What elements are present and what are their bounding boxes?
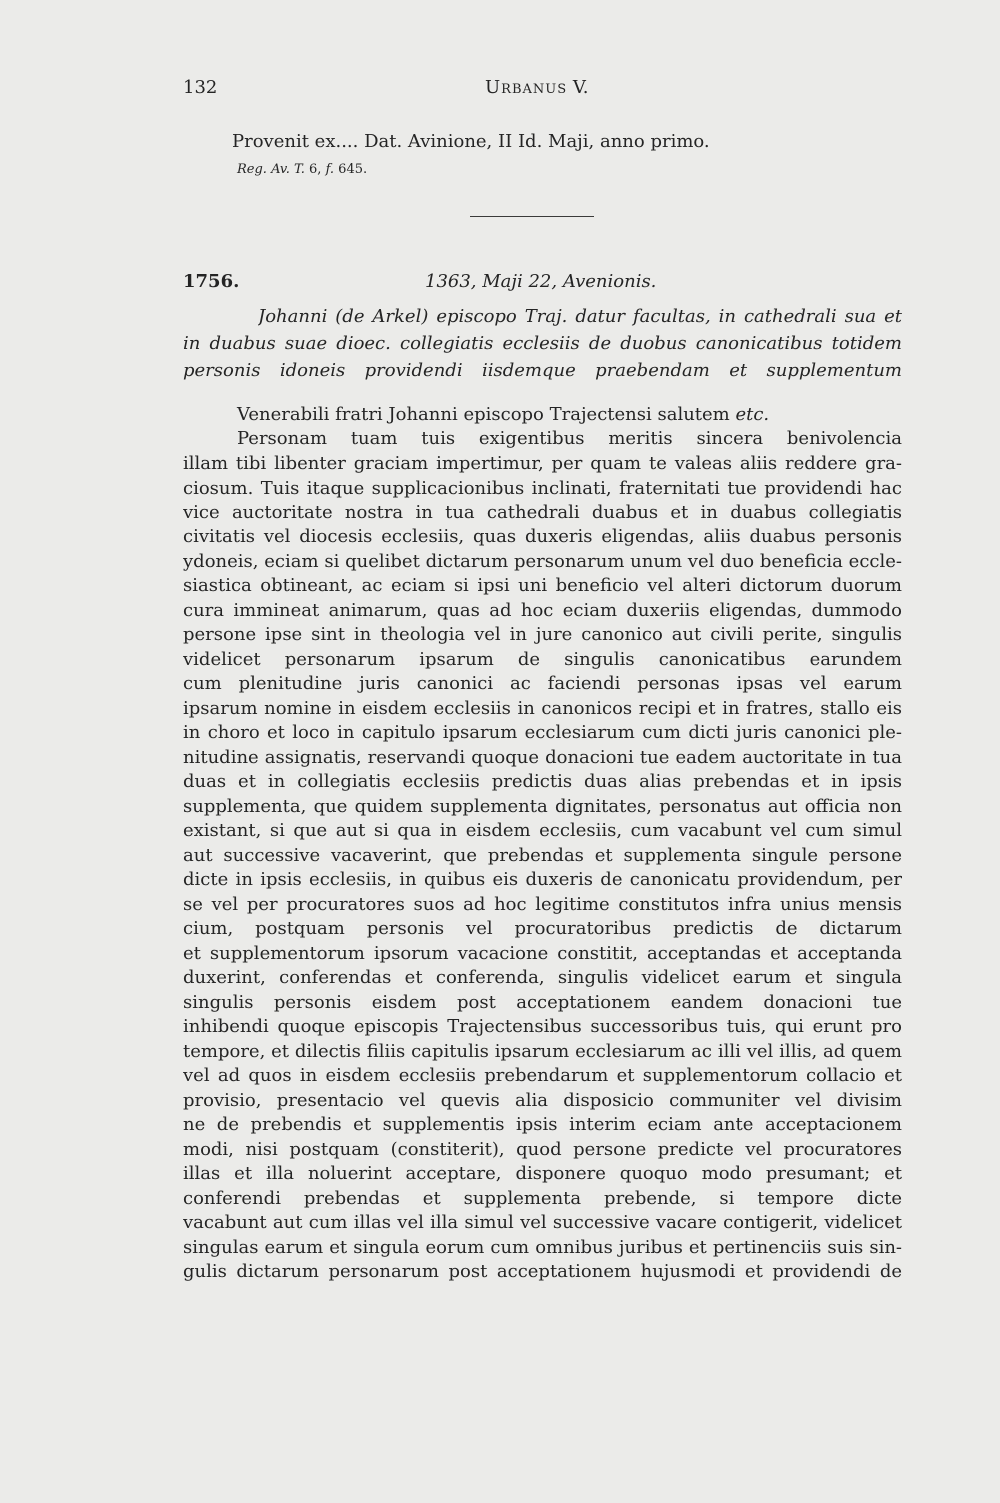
body-line: vacabunt aut cum illas vel illa simul vel successive vacare contigerit, videlicet (183, 1212, 902, 1233)
register-ref-f: f. (325, 162, 335, 177)
body-line: inhibendi quoque episcopis Trajectensibus successoribus tuis, qui erunt pro (183, 1016, 902, 1037)
running-title (485, 76, 588, 102)
summary-line: in duabus suae dioec. collegiatis ecclesiis de duobus canonicatibus totidem (183, 333, 902, 354)
separator-rule (470, 216, 594, 217)
body-line: cium, postquam personis vel procuratoribus predictis de dictarum (183, 918, 902, 939)
register-ref-end: 645. (334, 162, 368, 177)
body-line: aut successive vacaverint, que prebendas et supplementa singule persone (183, 845, 902, 866)
salutation (237, 403, 769, 427)
page-number: 132 (183, 77, 218, 98)
body-line: provisio, presentacio vel quevis alia disposicio communiter vel divisim (183, 1090, 902, 1111)
body-line: singulis personis eisdem post acceptationem eandem donacioni tue (183, 992, 902, 1013)
body-line: illam tibi libenter graciam impertimur, per quam te valeas aliis reddere gra- (183, 453, 902, 474)
body-line: existant, si que aut si qua in eisdem ecclesiis, cum vacabunt vel cum simul (183, 820, 902, 841)
salutation-text: Venerabili fratri Johanni episcopo Trajectensi salutem (237, 404, 736, 425)
summary-line: Johanni (de Arkel) episcopo Traj. datur facultas, in cathedrali sua et (258, 306, 902, 327)
body-line: tempore, et dilectis filiis capitulis ipsarum ecclesiarum ac illi vel illis, ad quem (183, 1041, 902, 1062)
body-line: in choro et loco in capitulo ipsarum ecclesiarum cum dicti juris canonici ple- (183, 722, 902, 743)
body-line: nitudine assignatis, reservandi quoque donacioni tue eadem auctoritate in tua (183, 747, 902, 768)
body-line: cum plenitudine juris canonici ac faciendi personas ipsas vel earum (183, 673, 902, 694)
body-line: vel ad quos in eisdem ecclesiis prebendarum et supplementorum collacio et (183, 1065, 902, 1086)
running-title-rest: RBANUS (501, 82, 568, 97)
body-line: Personam tuam tuis exigentibus meritis sincera benivolencia (237, 428, 902, 449)
body-line: duas et in collegiatis ecclesiis predictis duas alias prebendas et in ipsis (183, 771, 902, 792)
body-line: ne de prebendis et supplementis ipsis interim eciam ante acceptacionem (183, 1114, 902, 1135)
body-line: cura immineat animarum, quas ad hoc eciam duxeriis eligendas, dummodo (183, 600, 902, 621)
body-line: ipsarum nomine in eisdem ecclesiis in canonicos recipi et in fratres, stallo eis (183, 698, 902, 719)
running-title-initial: U (485, 77, 502, 98)
body-line: modi, nisi postquam (constiterit), quod persone predicte vel procuratores (183, 1139, 902, 1160)
register-ref-mid: 6, (304, 162, 326, 177)
body-line: supplementa, que quidem supplementa dignitates, personatus aut officia non (183, 796, 902, 817)
salutation-etc: etc. (735, 404, 770, 425)
body-line: vice auctoritate nostra in tua cathedrali duabus et in duabus collegiatis (183, 502, 902, 523)
body-line: et supplementorum ipsorum vacacione constitit, acceptandas et acceptanda (183, 943, 902, 964)
entry-date-line: 1363, Maji 22, Avenionis. (425, 271, 657, 292)
summary-line: personis idoneis providendi iisdemque praebendam et supplementum (183, 360, 902, 381)
register-reference (237, 158, 367, 182)
body-line: persone ipse sint in theologia vel in jure canonico aut civili perite, singulis (183, 624, 902, 645)
entry-number: 1756. (183, 271, 240, 292)
body-line: ydoneis, eciam si quelibet dictarum personarum unum vel duo beneficia eccle- (183, 551, 902, 572)
body-line: dicte in ipsis ecclesiis, in quibus eis duxeris de canonicatu providendum, per (183, 869, 902, 890)
body-line: illas et illa noluerint acceptare, disponere quoquo modo presumant; et (183, 1163, 902, 1184)
body-line: siastica obtineant, ac eciam si ipsi uni beneficio vel alteri dictorum duorum (183, 575, 902, 596)
body-line: singulas earum et singula eorum cum omnibus juribus et pertinenciis suis sin- (183, 1237, 902, 1258)
body-line: videlicet personarum ipsarum de singulis canonicatibus earundem (183, 649, 902, 670)
body-line: duxerint, conferendas et conferenda, singulis videlicet earum et singula (183, 967, 902, 988)
body-line: se vel per procuratores suos ad hoc legitime constitutos infra unius mensis (183, 894, 902, 915)
previous-dating-line: Provenit ex.... Dat. Avinione, II Id. Maji, anno primo. (232, 131, 710, 152)
register-ref-italic: Reg. Av. T. (237, 162, 305, 177)
body-line: conferendi prebendas et supplementa prebende, si tempore dicte (183, 1188, 902, 1209)
body-line: civitatis vel diocesis ecclesiis, quas duxeris eligendas, aliis duabus personis (183, 526, 902, 547)
body-line: gulis dictarum personarum post acceptationem hujusmodi et providendi de (183, 1261, 902, 1282)
body-line: ciosum. Tuis itaque supplicacionibus inclinati, fraternitati tue providendi hac (183, 478, 902, 499)
running-title-suffix: V. (567, 77, 589, 98)
